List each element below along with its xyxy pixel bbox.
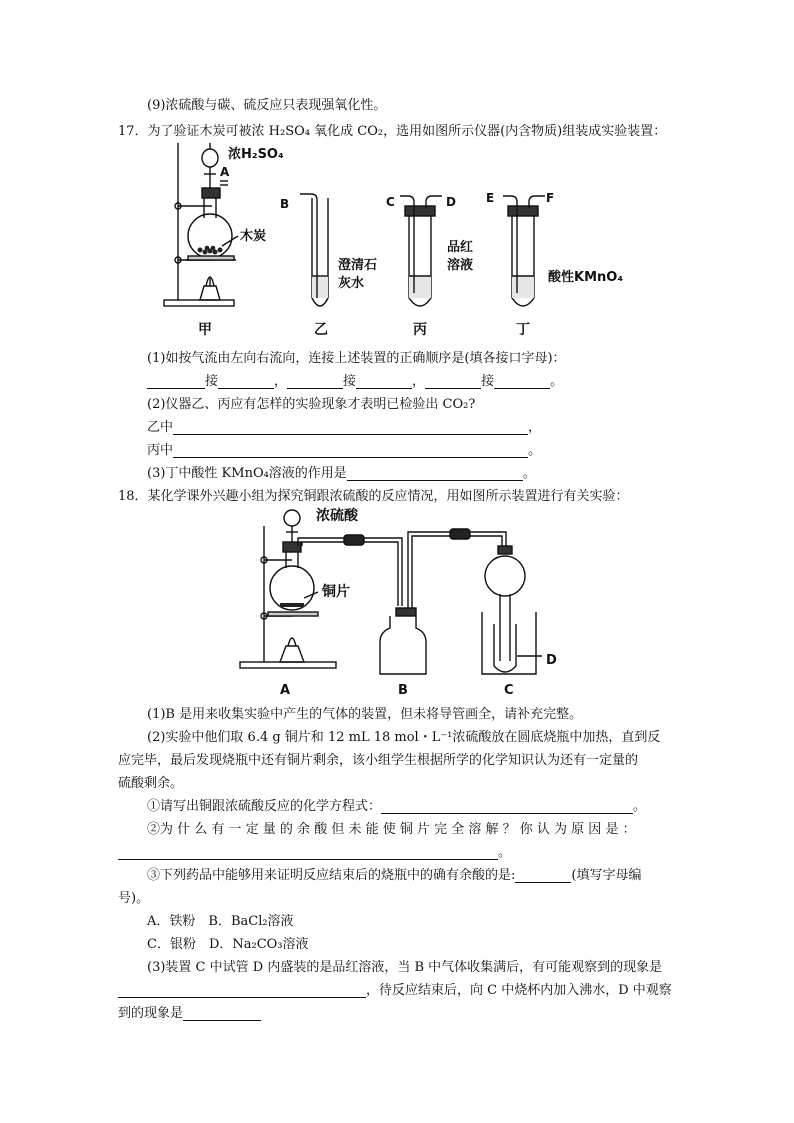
q18-blank-phenomenon-2[interactable]	[183, 1006, 261, 1021]
q17-number: 17．	[118, 124, 148, 139]
q18-blank-phenomenon-1[interactable]	[118, 983, 366, 998]
q18-part-3-line-2: ，待反应结束后，向 C 中烧杯内加入沸水，D 中观察	[118, 979, 672, 998]
q18-options-cd: C．银粉 D．Na₂CO₃溶液	[147, 937, 309, 952]
q18-number: 18．	[118, 489, 148, 504]
q17-part-1: (1)如按气流由左向右流向，连接上述装置的正确顺序是(填各接口字母)：	[147, 351, 566, 366]
q17-blank-2a[interactable]	[287, 374, 343, 389]
label-port-c: C	[386, 195, 395, 209]
caption-ding: 丁	[516, 322, 530, 338]
q18-part-3-line-1: (3)装置 C 中试管 D 内盛装的是品红溶液，当 B 中气体收集满后，有可能观察到的现象是	[147, 960, 663, 975]
q18-blank-equation[interactable]	[381, 799, 633, 814]
q18-blank-reagent[interactable]	[515, 868, 571, 883]
q18-sub-2-answer: 。	[118, 841, 511, 860]
q17-blank-kmno4[interactable]	[347, 466, 523, 481]
label-port-d: D	[446, 195, 456, 209]
label-pinred-1: 品红	[447, 240, 474, 255]
q17-blank-1a[interactable]	[147, 374, 205, 389]
label-kmno4: 酸性KMnO₄	[548, 270, 624, 285]
q17-stem	[118, 120, 666, 139]
label-tube-d: D	[546, 653, 557, 668]
q18-sub-3: ③下列药品中能够用来证明反应结束后的烧瓶中的确有余酸的是: (填写字母编	[147, 868, 642, 883]
label-limewater-2: 灰水	[338, 276, 365, 291]
q18-sub-3-cont: 号)。	[118, 891, 150, 906]
q17-blank-bing[interactable]	[173, 443, 528, 458]
q18-part-2-line-2: 应完毕，最后发现烧瓶中还有铜片剩余，该小组学生根据所学的化学知识认为还有一定量的	[118, 753, 639, 768]
q18-sub-2: ②为 什 么 有 一 定 量 的 余 酸 但 未 能 使 铜 片 完 全 溶 解 ？ 你 认 为 原 因 是 ：	[147, 822, 636, 837]
q17-blank-2b[interactable]	[356, 374, 412, 389]
label-port-f: F	[546, 191, 555, 205]
q17-blank-1b[interactable]	[218, 374, 274, 389]
label-port-e: E	[486, 191, 495, 205]
q18-part-2-line-1: (2)实验中他们取 6.4 g 铜片和 12 mL 18 mol・L⁻¹浓硫酸放在圆底烧瓶中加热，直到反	[147, 730, 661, 745]
q17-part-2: (2)仪器乙、丙应有怎样的实验现象才表明已检验出 CO₂?	[147, 397, 476, 412]
label-conc-sulfuric: 浓硫酸	[316, 508, 358, 524]
label-conc-h2so4: 浓H₂SO₄	[228, 147, 284, 162]
caption-b: B	[398, 683, 408, 698]
q17-part-1-answer-line: 接 ， 接 ， 接 。	[147, 370, 563, 389]
q17-part-2-yi: 乙中 ，	[147, 420, 542, 435]
q18-options-ab: A．铁粉 B．BaCl₂溶液	[147, 914, 294, 929]
q18-stem-text: 某化学课外兴趣小组为探究铜跟浓硫酸的反应情况，用如图所示装置进行有关实验：	[147, 489, 629, 504]
q18-apparatus-figure	[236, 506, 576, 702]
q16-item-9: (9)浓硫酸与碳、硫反应只表现强氧化性。	[147, 98, 387, 113]
caption-a: A	[280, 683, 291, 698]
q18-sub-1: ①请写出铜跟浓硫酸反应的化学方程式： 。	[147, 799, 647, 814]
q18-part-3-line-3: 到的现象是	[118, 1002, 261, 1021]
caption-c: C	[504, 683, 514, 698]
q17-apparatus-figure	[150, 138, 650, 343]
q17-blank-yi[interactable]	[173, 420, 528, 435]
q18-blank-reason[interactable]	[118, 845, 498, 860]
caption-bing: 丙	[413, 322, 427, 338]
label-limewater-1: 澄清石	[338, 258, 378, 273]
label-pinred-2: 溶液	[447, 258, 474, 273]
q17-blank-3a[interactable]	[425, 374, 481, 389]
label-copper-sheet: 铜片	[322, 584, 350, 600]
q18-stem	[118, 485, 629, 504]
caption-yi: 乙	[314, 322, 328, 338]
label-port-b: B	[280, 197, 290, 211]
q17-stem-text: 为了验证木炭可被浓 H₂SO₄ 氧化成 CO₂，选用如图所示仪器(内含物质)组装成实验装置：	[147, 124, 667, 139]
q18-part-2-line-3: 硫酸剩余。	[118, 776, 184, 791]
label-charcoal: 木炭	[240, 229, 267, 244]
label-port-a: A	[220, 165, 230, 179]
q18-part-1: (1)B 是用来收集实验中产生的气体的装置，但未将导管画全，请补充完整。	[147, 707, 583, 722]
q17-part-2-bing: 丙中 。	[147, 443, 542, 458]
q17-blank-3b[interactable]	[494, 374, 550, 389]
caption-jia: 甲	[198, 322, 212, 338]
q17-part-3: (3)丁中酸性 KMnO₄溶液的作用是 。	[147, 466, 536, 481]
